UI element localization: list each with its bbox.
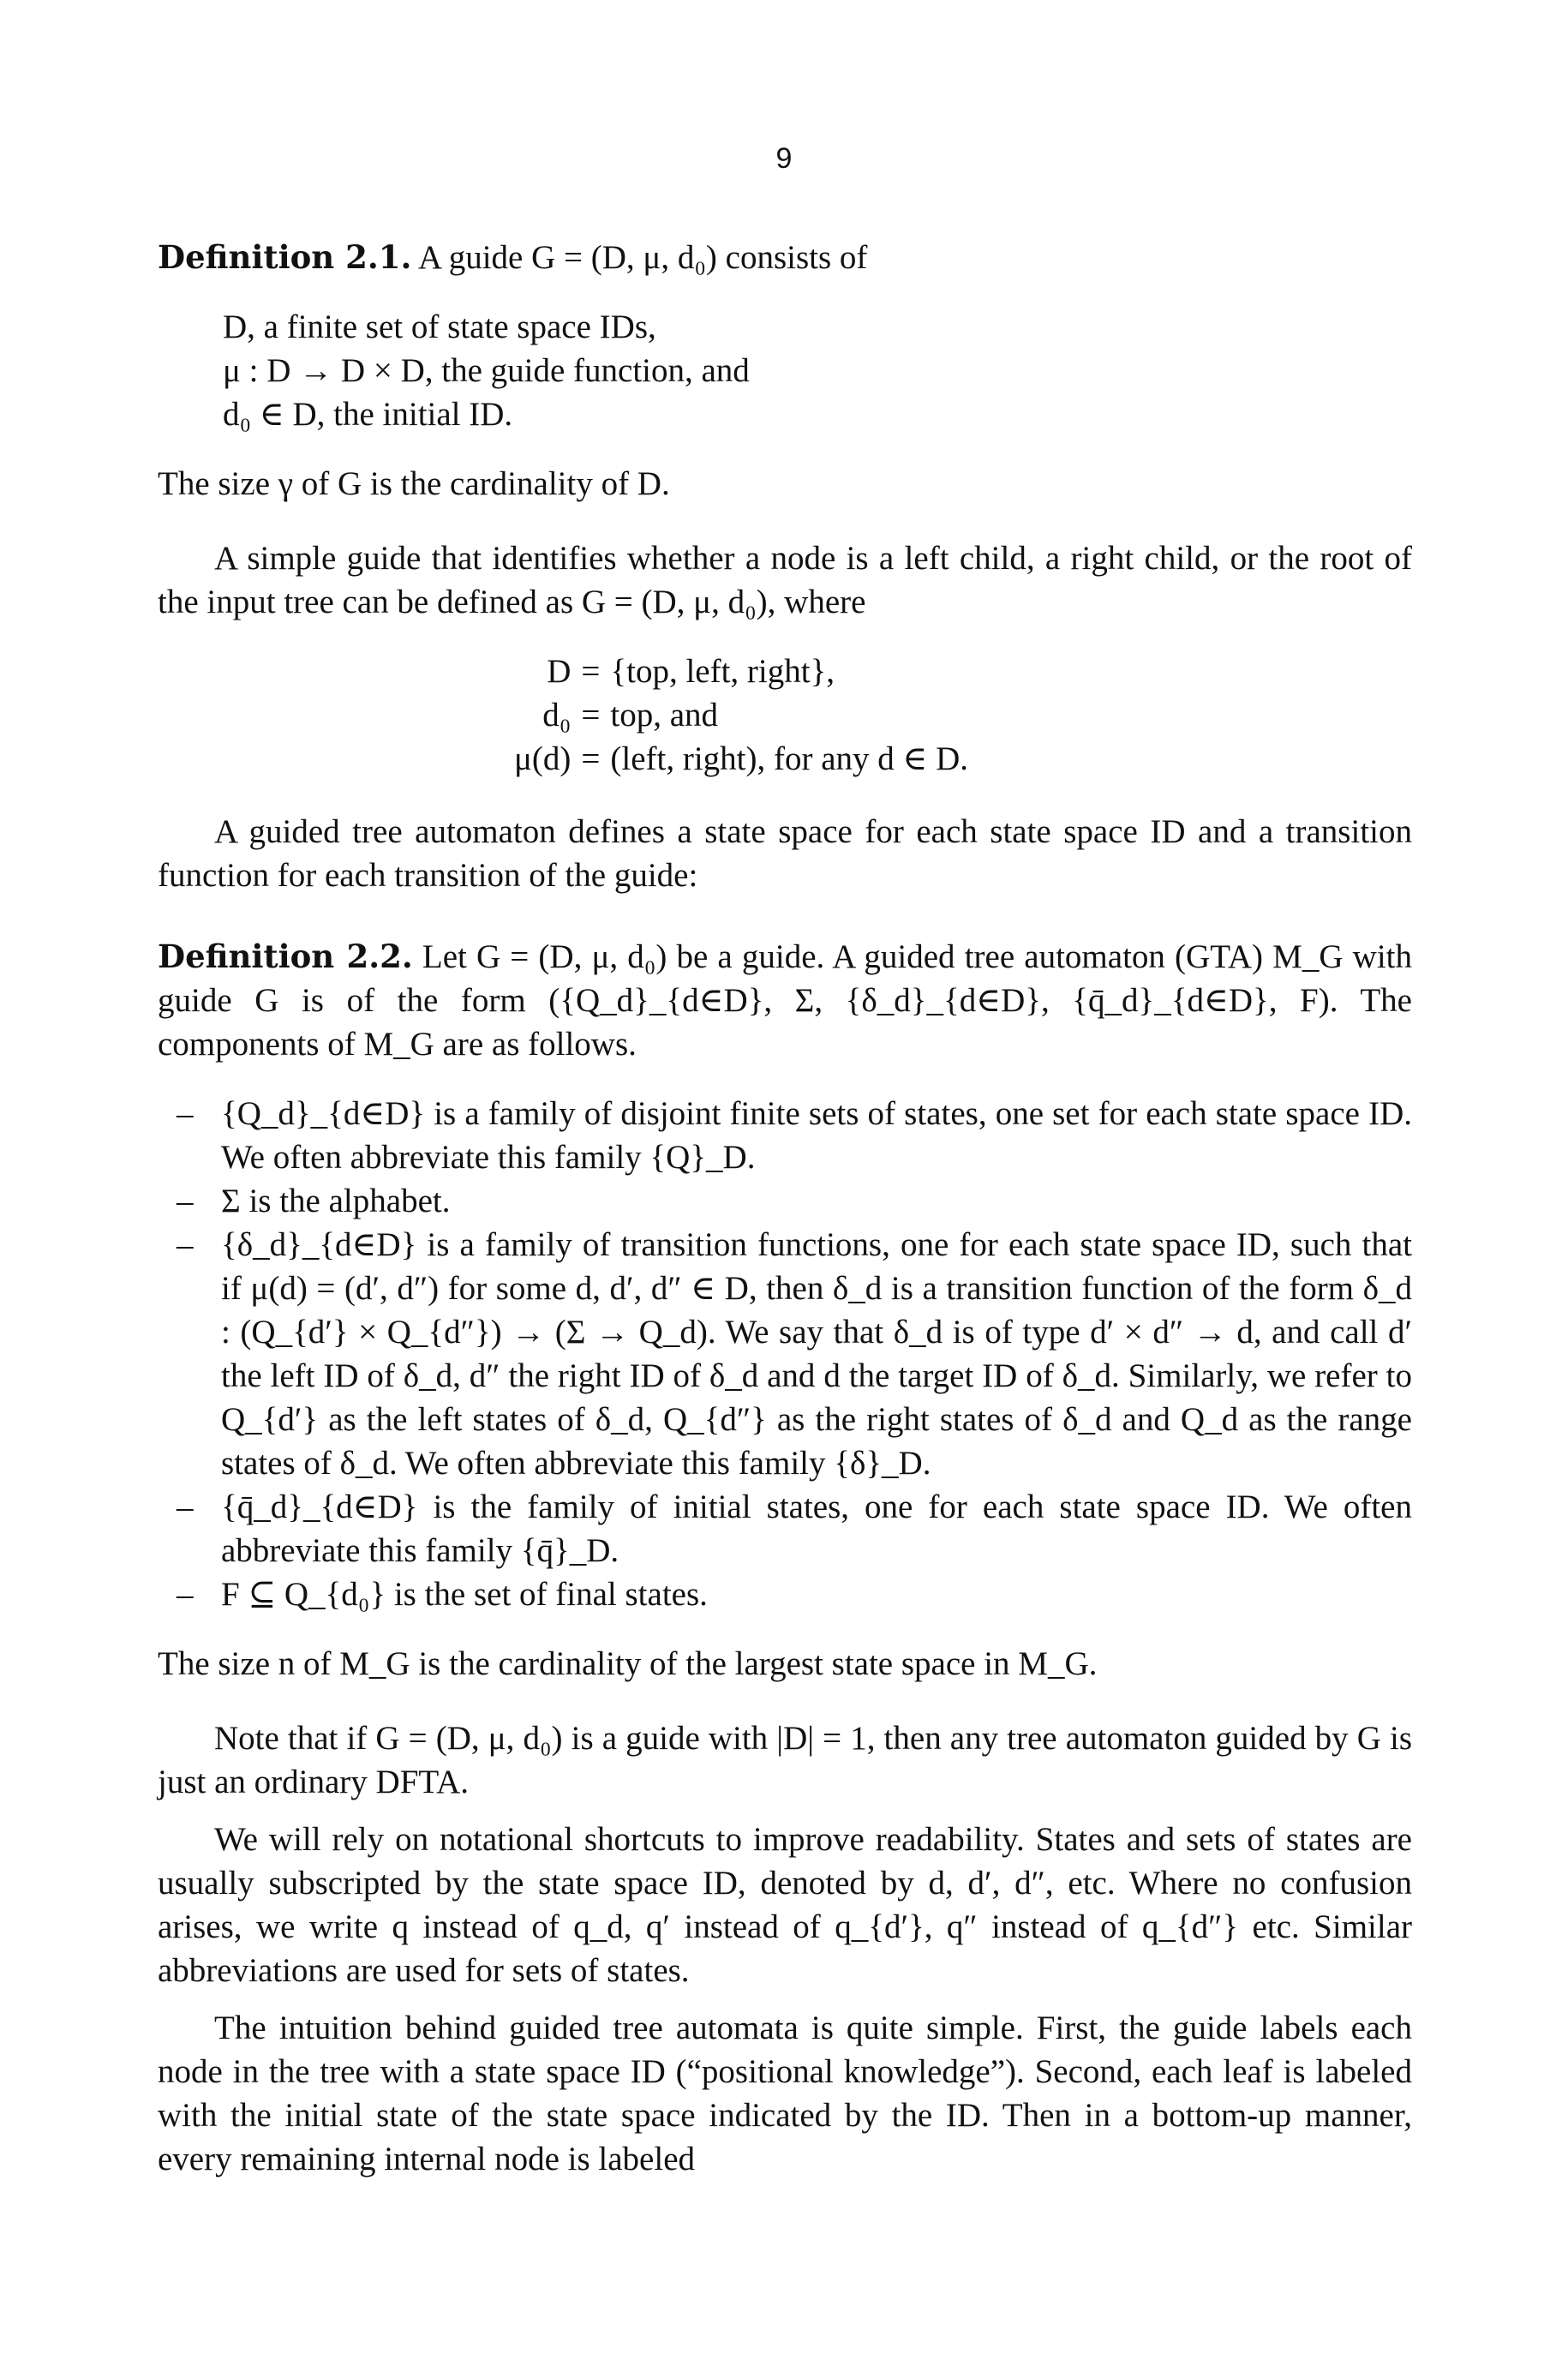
component-item: d₀ ∈ D, the initial ID. (223, 396, 513, 433)
dash-bullet-icon: – (177, 1095, 194, 1132)
list-item-text: {q̄_d}_{d∈D} is the family of initial states, one for each state space ID. We often abbreviate this family {q̄}_D. (221, 1488, 1412, 1569)
gta-size-sentence: The size n of M_G is the cardinality of the largest state space in M_G. (158, 1645, 1098, 1682)
component-item: D, a finite set of state space IDs, (223, 308, 656, 345)
equation-row (509, 650, 973, 693)
equals-sign: = (581, 697, 601, 734)
guide-components-list (158, 305, 1412, 436)
gta-intro-paragraph: A guided tree automaton defines a state space for each state space ID and a transition function for each transition of the guide: (158, 813, 1412, 894)
dash-bullet-icon: – (177, 1488, 194, 1525)
list-item-text: {Q_d}_{d∈D} is a family of disjoint finite sets of states, one set for each state space ID. We often abbreviate this family {Q}_D. (221, 1095, 1412, 1176)
equation-lhs: D (547, 653, 572, 690)
shortcuts-paragraph: We will rely on notational shortcuts to improve readability. States and sets of states are usually subscripted by the state space ID, denoted by d, d′, d″, etc. Where no confusion arises, we write q instead of q_d, q′ instead of q_{d′}, q″ instead of q_{d″} etc. Similar abbreviations are used for sets of states. (158, 1821, 1412, 1989)
equals-sign: = (581, 740, 601, 777)
equation-lhs: μ(d) (514, 740, 572, 777)
example-equations (158, 650, 1412, 781)
page-body (158, 236, 1412, 2181)
equation-rhs: top, and (610, 697, 719, 734)
definition-2-1 (158, 236, 1412, 279)
intuition-paragraph: The intuition behind guided tree automata is quite simple. First, the guide labels each node in the tree with a state space ID (“positional knowledge”). Second, each leaf is labeled with the initial state of the state space indicated by the ID. Then in a bottom-up manner, every remaining internal node is labeled (158, 2010, 1412, 2177)
list-item-text: Σ is the alphabet. (221, 1183, 451, 1219)
dash-bullet-icon: – (177, 1183, 194, 1219)
list-item-text: F ⊆ Q_{d₀} is the set of final states. (221, 1576, 708, 1613)
list-item (158, 1179, 1412, 1223)
definition-heading: Definition 2.2. (158, 937, 413, 975)
equals-sign: = (581, 653, 601, 690)
definition-intro: Let G = (D, μ, d₀) be a guide. A guided tree automaton (GTA) M_G with guide G is of the form ({Q_d}_{d∈D}, Σ, {δ_d}_{d∈D}, {q̄_d}_{d∈D}, F). The components of M_G are as follows. (158, 938, 1413, 1063)
dash-bullet-icon: – (177, 1226, 194, 1263)
list-item (158, 1223, 1412, 1485)
list-item (158, 1485, 1412, 1572)
equation-rhs: (left, right), for any d ∈ D. (610, 740, 969, 777)
guide-size-sentence: The size γ of G is the cardinality of D. (158, 465, 670, 502)
definition-intro: A guide G = (D, μ, d₀) consists of (417, 239, 868, 276)
component-item: μ : D → D × D, the guide function, and (223, 352, 750, 389)
note-paragraph: Note that if G = (D, μ, d₀) is a guide with |D| = 1, then any tree automaton guided by G is just an ordinary DFTA. (158, 1720, 1412, 1800)
equation-rhs: {top, left, right}, (610, 653, 835, 690)
dash-bullet-icon: – (177, 1576, 194, 1613)
definition-heading: Definition 2.1. (158, 238, 412, 276)
list-item-text: {δ_d}_{d∈D} is a family of transition functions, one for each state space ID, such that if μ(d) = (d′, d″) for some d, d′, d″ ∈ D, then δ_d is a transition function of the form δ_d : (Q_{d′} × Q_{d″}) → (Σ → Q_d). We say that δ_d is of type d′ × d″ → d, and call d′ the left ID of δ_d, d″ the right ID of δ_d and d the target ID of δ_d. Similarly, we refer to Q_{d′} as the left states of δ_d, Q_{d″} as the right states of δ_d and Q_d as the range states of δ_d. We often abbreviate this family {δ}_D. (221, 1226, 1412, 1482)
equation-row (509, 693, 973, 737)
definition-2-2 (158, 935, 1412, 1066)
equation-lhs: d₀ (542, 697, 572, 734)
page-number: 9 (775, 142, 793, 175)
equation-row (509, 737, 973, 781)
list-item (158, 1572, 1412, 1616)
gta-components-list (158, 1092, 1412, 1616)
list-item (158, 1092, 1412, 1179)
example-paragraph: A simple guide that identifies whether a node is a left child, a right child, or the root of the input tree can be defined as G = (D, μ, d₀), where (158, 540, 1412, 620)
equation-table (509, 650, 973, 781)
